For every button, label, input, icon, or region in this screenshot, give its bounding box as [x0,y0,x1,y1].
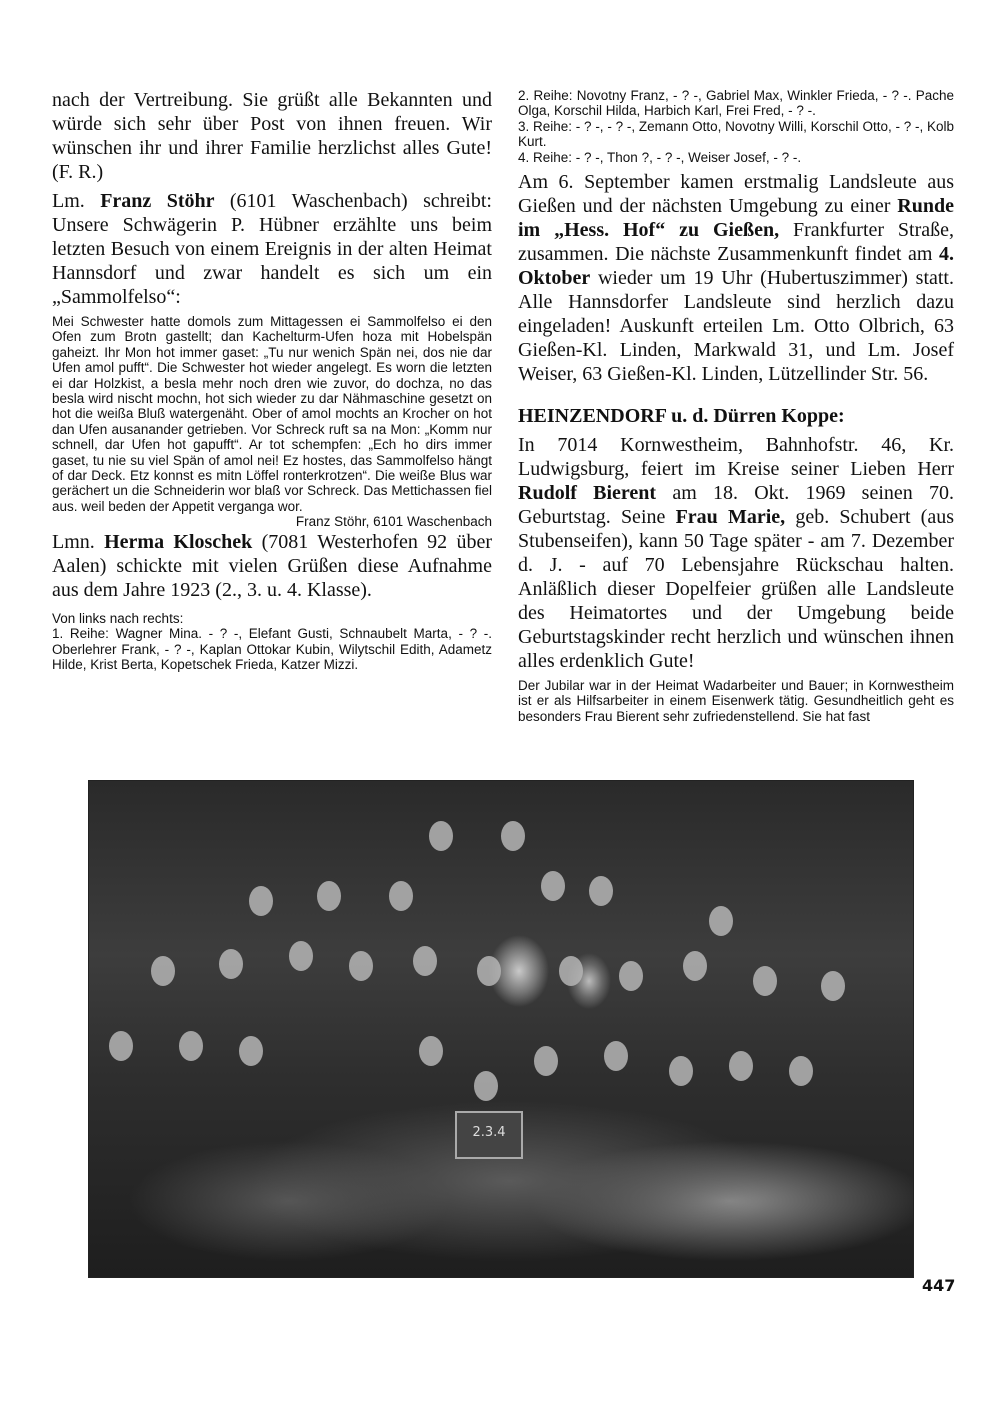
text: (7081 Westerhofen 92 über Aalen) schickte mit vielen Grüßen diese Aufnahme aus dem Jahre 1923 (2., 3. u. 4. Klasse). [52,530,493,601]
face [541,871,565,901]
face [179,1031,203,1061]
paragraph-bierent [518,433,954,673]
text: geb. Schubert (aus Stubenseifen), kann 50 Tage später - am 7. Dezember d. J. - auf 70 Lebensjahre Rückschau halten. Anläßlich dieser Dopelfeier grüßen alle Landsleute des Heimatortes und der Umgebung beide Geburtstagskinder recht herzlich und wünschen ihnen alles erdenklich Gute! [518,506,955,673]
text: In 7014 Kornwestheim, Bahnhofstr. 46, Kr. Ludwigsburg, feiert im Kreise seiner Lieben Herr [518,434,954,481]
face [589,876,613,906]
face [477,956,501,986]
face [389,881,413,911]
left-column [52,88,492,672]
class-photo [88,780,914,1278]
page-number: 447 [922,1276,956,1295]
text: Lmn. [52,530,105,553]
text: wieder um 19 Uhr (Hubertuszimmer) statt. Alle Hannsdorfer Landsleute sind herzlich dazu eingeladen! Auskunft erteilen Lm. Otto Olbrich, 63 Gießen-Kl. Linden, Markwald 31, und Lm. Josef Weiser, 63 Gießen-Kl. Linden, Lützellinder Str. 56. [518,267,954,386]
date-bold: 4. Oktober [518,243,954,290]
text: am 18. Okt. 1969 seinen 70. Geburtstag. Seine [518,482,955,529]
place-bold: Runde im „Hess. Hof“ zu Gießen, [518,195,954,242]
face [109,1031,133,1061]
face [669,1056,693,1086]
face [753,966,777,996]
face [619,961,643,991]
text: Lm. [52,190,101,212]
section-heading: HEINZENDORF u. d. Dürren Koppe: [518,405,845,428]
face [709,906,733,936]
face [219,949,243,979]
face [289,941,313,971]
face [317,881,341,911]
caption-row-1: 1. Reihe: Wagner Mina. - ? -, Elefant Gusti, Schnaubelt Marta, - ? -. Oberlehrer Frank, - ? -, Kaplan Ottokar Kubin, Wilytschil Edith, Adametz Hilde, Krist Berta, Kopetschek Frieda, Katzer Mizzi. [52,626,492,672]
face [151,956,175,986]
face [559,956,583,986]
text: (6101 Waschenbach) schreibt: Unsere Schwägerin P. Hübner erzählte uns beim letzten Besuch von einem Ereignis in der alten Heimat Hannsdorf und zwar handelt es sich um ein „Sammolfelso“: [52,190,492,308]
face [729,1051,753,1081]
face [534,1046,558,1076]
face [413,946,437,976]
right-column [518,88,954,724]
paragraph-kloschek [52,530,492,602]
paragraph-jubilar: Der Jubilar war in der Heimat Wadarbeiter und Bauer; in Kornwestheim ist er als Hilfsarbeiter in einem Eisenwerk tätig. Gesundheitlich geht es besonders Frau Bierent sehr zufriedenstellend. Sie hat fast [518,678,954,724]
caption-intro: Von links nach rechts: [52,610,184,626]
signature: Franz Stöhr, 6101 Waschenbach [295,514,492,530]
caption-row-4: 4. Reihe: - ? -, Thon ?, - ? -, Weiser Josef, - ? -. [518,149,802,165]
name-bold: Herma Kloschek [104,530,253,553]
text: Frankfurter Straße, zusammen. Die nächste Zusammenkunft findet am [518,219,955,266]
face [429,821,453,851]
paragraph-intro: nach der Vertreibung. Sie grüßt alle Bekannten und würde sich sehr über Post von ihnen freuen. Wir wünschen ihr und ihrer Familie herzlichst alles Gute! (F. R.) [52,89,492,183]
name-bold: Rudolf Bierent [518,482,657,505]
text: Am 6. September kamen erstmalig Landsleute aus Gießen und der nächsten Umgebung zu einer [518,171,954,218]
name-bold: Frau Marie, [675,506,786,529]
face [419,1036,443,1066]
dialect-story: Mei Schwester hatte domols zum Mittagessen ei Sammolfelso ei den Ofen zum Brotn gastellt; dan Kachelturm-Ufen hoza mit Hobelspän gaheizt. Ihr Mon hot immer gaset: „Tu nur wenich Spän nei, dos nie dar Ufen amol pufft“. Die Schwester hot wieder angelegt. Es worn die letzten ei dar Holzkist, a besla mehr noch dren wie zuvor, do dochza, no das besla wird nischt mochn, hot sich wieder zu dar Nähmaschine gesetzt on hot die weißa Bluß watergenäht. Ober of amol mochts an Krocher on hot dan Ufen ausanander getrieben. Vor Schreck ruft sa na Mon: „Komm nur schnell, dar Ufen hot gapufft“. Ar tot schempfen: „Ech ho dirs immer gaset, tu nie su viel Spän of amol nei! Ez hostes, das Sammolfelso hängt of dar Deck. Etz konnst es mitn Löffel ronterkrotzen“. Die weiße Blus war gerächert un die Schneiderin wor blaß vor Schreck. Das Mettichassen fiel aus. weil beden der Appetit verganga wor. [52,314,492,514]
face [249,886,273,916]
name-bold: Franz Stöhr [100,190,215,212]
face [474,1071,498,1101]
face [501,821,525,851]
face [239,1036,263,1066]
face [821,971,845,1001]
caption-row-2: 2. Reihe: Novotny Franz, - ? -, Gabriel Max, Winkler Frieda, - ? -. Pache Olga, Korschil Hilda, Harbich Karl, Frei Fred, - ? -. [518,88,954,119]
face [604,1041,628,1071]
paragraph-giessen [518,170,954,386]
face [789,1056,813,1086]
class-slate: 2.3.4 [455,1111,523,1159]
caption-row-3: 3. Reihe: - ? -, - ? -, Zemann Otto, Novotny Willi, Korschil Otto, - ? -, Kolb Kurt. [518,118,954,150]
face [349,951,373,981]
face [683,951,707,981]
paragraph-stoehr [52,189,492,309]
